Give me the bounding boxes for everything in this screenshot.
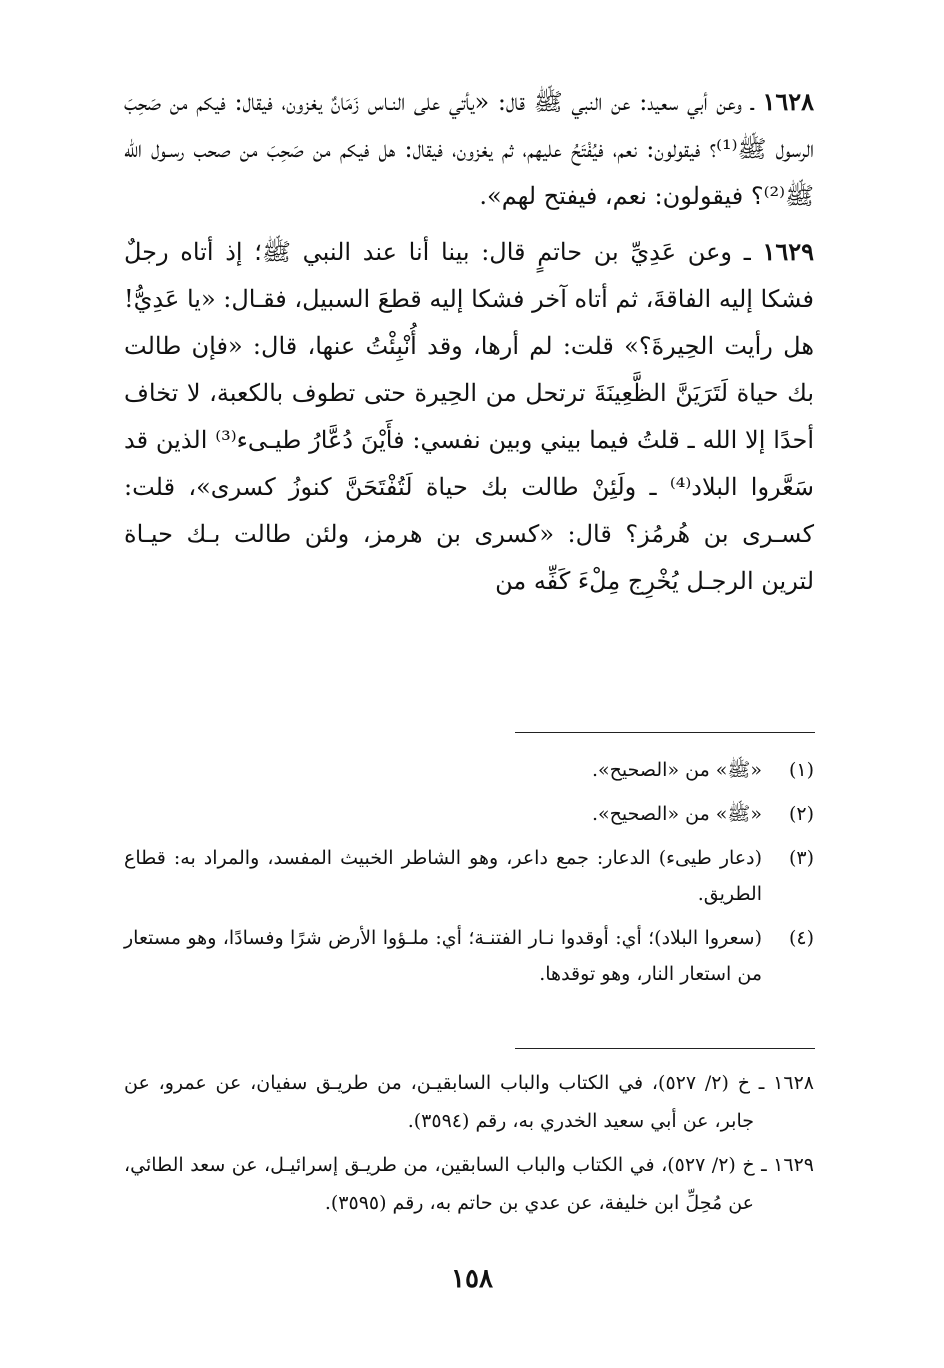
footnote [124, 752, 814, 788]
reference-divider [515, 1048, 815, 1049]
footnote-text: «ﷺ» من «الصحيح». [591, 759, 762, 781]
footnote [124, 840, 814, 912]
footnote-number: (١) [788, 759, 814, 781]
footnote-divider [515, 732, 815, 733]
footnote [124, 796, 814, 832]
footnote-text: «ﷺ» من «الصحيح». [591, 803, 762, 825]
hadith-text: ـ وعن أبي سعيد: عن النبي ﷺ قال: «يأتي على النـاس زَمَانٌ يغزون، فيقال: فيكم من صَحِبَ الرسول ﷺ⁽¹⁾؟ فيقولون: نعم، فيُفْتَحُ عليهم، ثم يغزون، فيقال: هل فيكم من صَحِبَ من صحب رسـول الله ﷺ⁽²⁾؟ فيقولون: نعم، فيفتح لهم». [124, 88, 814, 210]
hadith-paragraph [124, 228, 814, 605]
footnote-text: (دعار طيىء) الدعار: جمع داعر، وهو الشاطر الخبيث المفسد، والمراد به: قطاع الطريق. [124, 847, 762, 905]
hadith-number: ١٦٢٨ [762, 87, 815, 116]
footnote [124, 920, 814, 992]
references [124, 1064, 814, 1228]
page-number: ١٥٨ [451, 1264, 493, 1294]
footnote-number: (٤) [788, 927, 814, 949]
footnote-number: (٣) [788, 847, 814, 869]
footnotes [124, 752, 814, 1000]
reference-entry: ١٦٢٩ ـ خ (٢/ ٥٢٧)، في الكتاب والباب السابقين، من طريـق إسرائيـل، عن سعد الطائي، عن مُحِلِّ ابن خليفة، عن عدي بن حاتم به، رقم (٣٥٩٥). [124, 1154, 814, 1214]
hadith-text: ـ وعن عَدِيِّ بن حاتمٍ قال: بينا أنا عند النبي ﷺ؛ إذ أتاه رجلٌ فشكا إليه الفاقةَ، ثم أتاه آخر فشكا إليه قطعَ السبيل، فقـال: «يا عَدِيُّ! هل رأيت الحِيرةَ؟» قلت: لم أرها، وقد أُنْبِئْتُ عنها، قال: «فإن طالت بك حياة لَتَرَيَنَّ الظَّعِينَةَ ترتحل من الحِيرة حتى تطوف بالكعبة، لا تخاف أحدًا إلا الله ـ قلتُ فيما بيني وبين نفسي: فأَيْنَ دُعَّارُ طيـىء⁽³⁾ الذين قد سَعَّروا البلاد⁽⁴⁾ ـ ولَئِنْ طالت بك حياة لَتُفْتَحَنَّ كنوزُ كسرى»، قلت: كسـرى بن هُرمُز؟ قال: «كسرى بن هرمز، ولئن طالت بـك حيـاة لترين الرجـل يُخْرِج مِلْءَ كَفِّه من [123, 238, 814, 595]
main-text [124, 78, 814, 613]
footnote-number: (٢) [788, 803, 814, 825]
hadith-number: ١٦٢٩ [762, 237, 814, 266]
reference-entry: ١٦٢٨ ـ خ (٢/ ٥٢٧)، في الكتاب والباب السابقيـن، من طريـق سفيان، عن عمرو، عن جابر، عن أبي سعيد الخدري به، رقم (٣٥٩٤). [124, 1072, 814, 1132]
hadith-paragraph [124, 78, 814, 220]
footnote-text: (سعروا البلاد)؛ أي: أوقدوا نـار الفتنـة؛ أي: ملـؤوا الأرض شرًا وفسادًا، وهو مستعار من استعار النار، وهو توقدها. [124, 927, 762, 985]
